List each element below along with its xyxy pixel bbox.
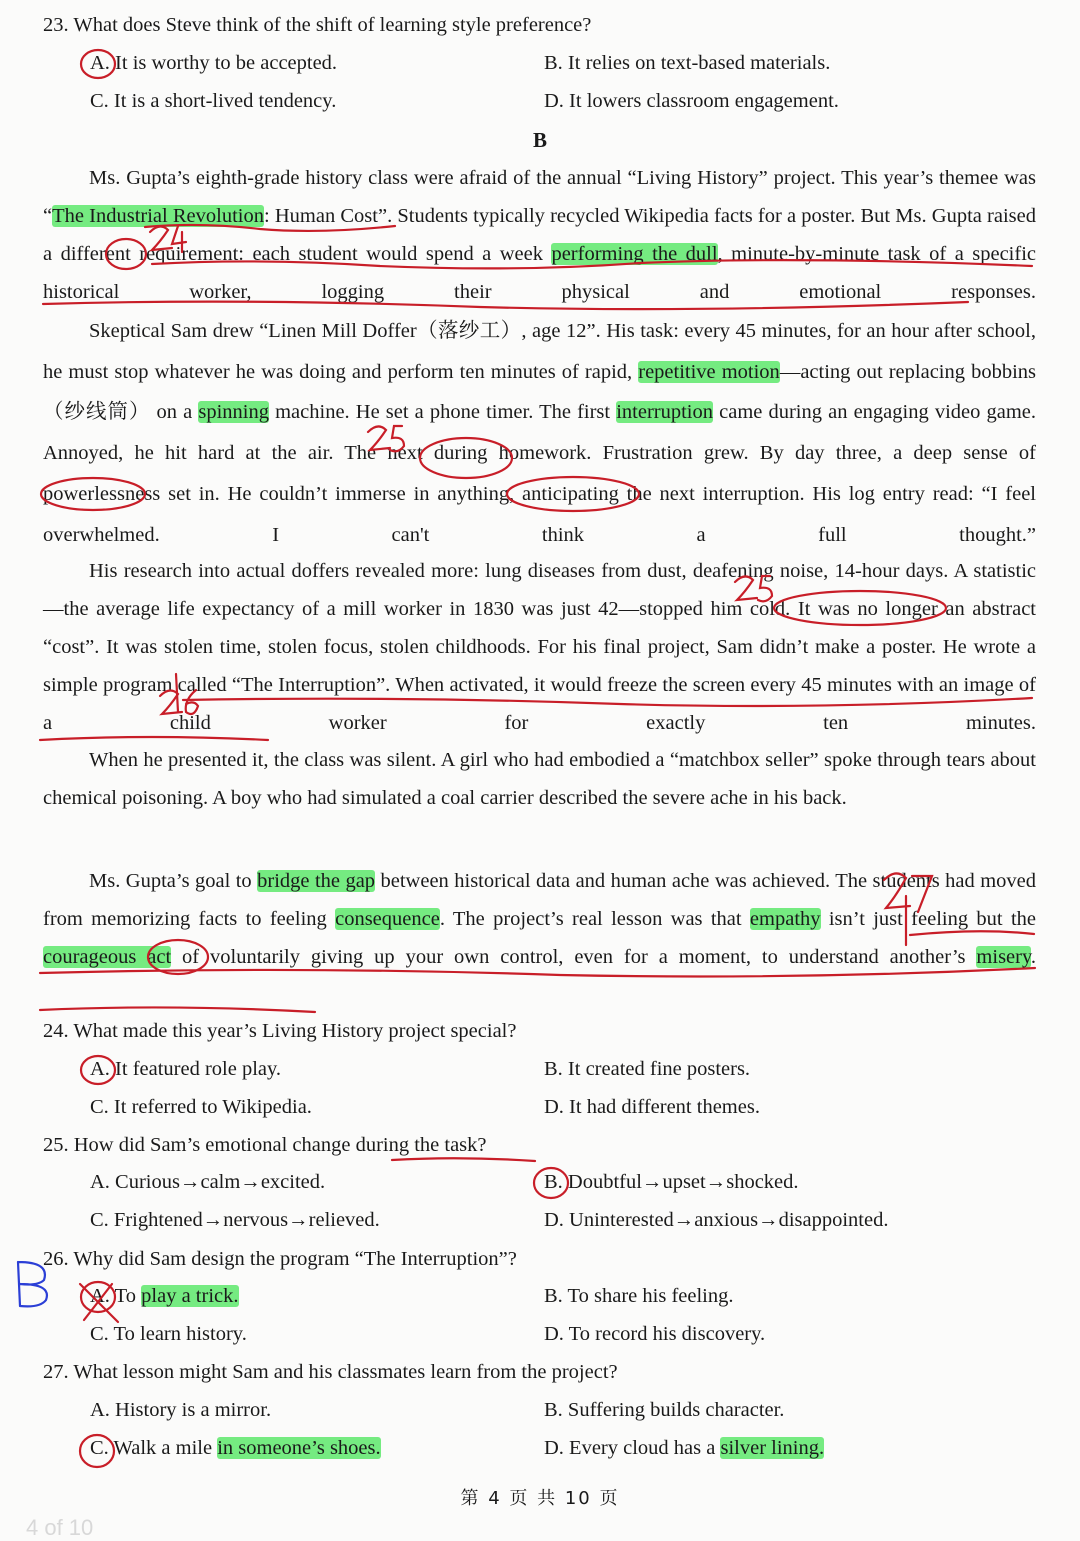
- underline: [40, 1007, 315, 1012]
- question-26-option-c[interactable]: C. To learn history.: [90, 1323, 247, 1345]
- highlight: performing the dull: [551, 243, 718, 265]
- passage-paragraph-1: Ms. Gupta’s eighth-grade history class were afraid of the annual “Living History” project. This year’s themee was “The Industrial Revolution: Human Cost”. Students typically recycled Wikipedia facts for a poster. But Ms. Gupta raised a different requirement: each student would spend a week performing the dull, minute-by-minute task of a specific historical worker, logging their physical and emotional responses.: [43, 167, 1037, 303]
- question-23-stem: 23. What does Steve think of the shift of learning style preference?: [43, 14, 592, 36]
- viewer-page-indicator: 4 of 10: [26, 1515, 94, 1540]
- question-24-stem: 24. What made this year’s Living History project special?: [43, 1020, 517, 1042]
- question-27-option-a[interactable]: A. History is a mirror.: [90, 1399, 272, 1421]
- question-23-option-a[interactable]: A. It is worthy to be accepted.: [90, 52, 338, 74]
- question-26-stem: 26. Why did Sam design the program “The Interruption”?: [43, 1248, 517, 1270]
- highlight: interruption: [616, 401, 714, 424]
- question-27-option-d[interactable]: D. Every cloud has a silver lining.: [544, 1437, 825, 1459]
- question-24-option-a[interactable]: A. It featured role play.: [90, 1058, 282, 1080]
- highlight: play a trick.: [141, 1285, 239, 1307]
- page-footer: 第 4 页 共 10 页: [460, 1488, 620, 1509]
- question-27-option-b[interactable]: B. Suffering builds character.: [544, 1399, 785, 1421]
- question-27-option-c[interactable]: C. Walk a mile in someone’s shoes.: [90, 1437, 381, 1459]
- highlight: misery: [976, 946, 1031, 968]
- highlight: spinning: [198, 401, 269, 424]
- question-24-option-c[interactable]: C. It referred to Wikipedia.: [90, 1096, 312, 1118]
- question-25-option-a[interactable]: A. Curious→calm→excited.: [90, 1171, 326, 1193]
- highlight: bridge the gap: [257, 870, 376, 892]
- highlight: consequence: [335, 908, 440, 930]
- passage-paragraph-5: Ms. Gupta’s goal to bridge the gap between historical data and human ache was achieved. The students had moved from memorizing facts to feeling consequence. The project’s real lesson was that empathy isn’t just feeling but the courageous act of voluntarily giving up your own control, even for a moment, to understand another’s misery.: [43, 870, 1037, 968]
- highlight: The Industrial Revolution: [52, 205, 264, 227]
- section-label: B: [532, 128, 547, 152]
- question-23-option-d[interactable]: D. It lowers classroom engagement.: [544, 90, 839, 112]
- question-23-option-c[interactable]: C. It is a short-lived tendency.: [90, 90, 337, 112]
- highlight: silver lining.: [720, 1437, 825, 1459]
- highlight: empathy: [749, 908, 821, 930]
- question-25-option-d[interactable]: D. Uninterested→anxious→disappointed.: [544, 1209, 889, 1231]
- passage-paragraph-3: His research into actual doffers revealed more: lung diseases from dust, deafening noise, 14-hour days. A statistic—the average life expectancy of a mill worker in 1830 was just 42—stopped him cold. It was no longer an abstract “cost”. It was stolen time, stolen focus, stolen childhoods. For his final project, Sam didn’t make a poster. He wrote a simple program called “The Interruption”. When activated, it would freeze the screen every 45 minutes with an image of a child worker for exactly ten minutes.: [43, 560, 1036, 734]
- question-25-option-c[interactable]: C. Frightened→nervous→relieved.: [90, 1209, 380, 1231]
- highlight: courageous act: [43, 946, 172, 968]
- question-26-option-a[interactable]: A. To play a trick.: [90, 1285, 239, 1307]
- question-26-option-b[interactable]: B. To share his feeling.: [544, 1285, 734, 1307]
- highlight: in someone’s shoes.: [217, 1437, 381, 1459]
- passage-paragraph-2: Skeptical Sam drew “Linen Mill Doffer（落纱工）, age 12”. His task: every 45 minutes, for an hour after school, he must stop whatever he was doing and perform ten minutes of rapid, repetitive motion—acting out replacing bobbins（纱线筒） on a spinning machine. He set a phone timer. The first interruption came during an engaging video game. Annoyed, he hit hard at the air. The next during homework. Frustration grew. By day three, a deep sense of powerlessness set in. He couldn’t immerse in anything, anticipating the next interruption. His log entry read: “I feel overwhelmed. I can't think a full thought.”: [43, 320, 1036, 546]
- question-24-option-b[interactable]: B. It created fine posters.: [544, 1058, 751, 1080]
- passage-paragraph-4: When he presented it, the class was silent. A girl who had embodied a “matchbox seller” spoke through tears about chemical poisoning. A boy who had simulated a coal carrier described the severe ache in his back.: [43, 749, 1036, 809]
- question-26-option-d[interactable]: D. To record his discovery.: [544, 1323, 766, 1345]
- question-24-option-d[interactable]: D. It had different themes.: [544, 1096, 760, 1118]
- underline: [392, 1158, 535, 1161]
- highlight: repetitive motion: [638, 360, 780, 383]
- question-25-option-b[interactable]: B. Doubtful→upset→shocked.: [544, 1171, 799, 1193]
- question-25-stem: 25. How did Sam’s emotional change during the task?: [43, 1134, 487, 1156]
- question-23-option-b[interactable]: B. It relies on text-based materials.: [544, 52, 831, 74]
- question-27-stem: 27. What lesson might Sam and his classmates learn from the project?: [43, 1361, 618, 1383]
